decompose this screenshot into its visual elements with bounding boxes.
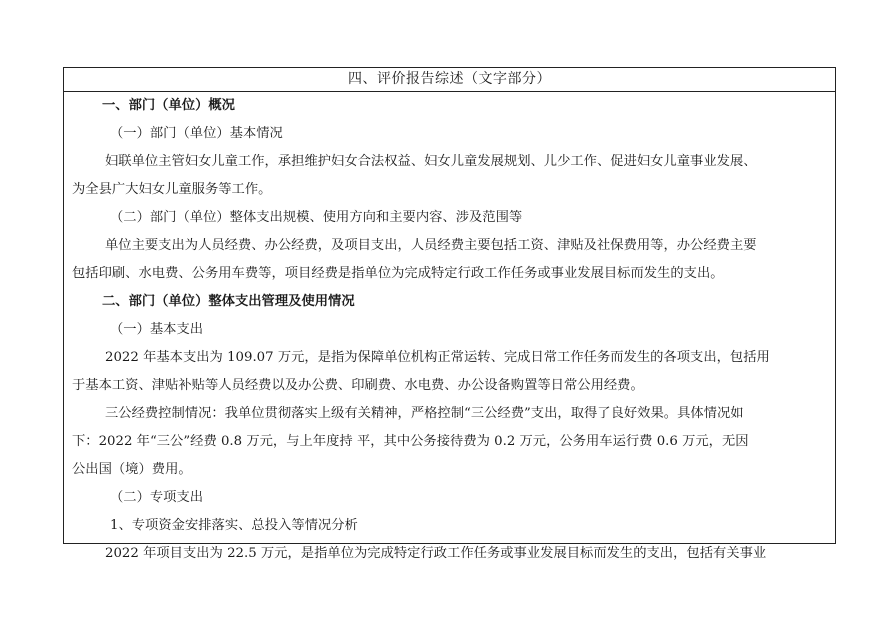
section-title: 四、评价报告综述（文字部分） xyxy=(64,68,835,92)
report-body xyxy=(64,92,835,568)
heading-overview: 一、部门（单位）概况 xyxy=(102,98,235,113)
report-table xyxy=(63,67,836,561)
paragraph-line: 单位主要支出为人员经费、办公经费，及项目支出，人员经费主要包括工资、津贴及社保费用等，办公经费主要 xyxy=(105,238,757,253)
subheading-special-expenditure: （二）专项支出 xyxy=(110,490,204,505)
subheading-expenditure-scale: （二）部门（单位）整体支出规模、使用方向和主要内容、涉及范围等 xyxy=(110,210,523,225)
paragraph-line: 2022 年项目支出为 22.5 万元，是指单位为完成特定行政工作任务或事业发展目标而发生的支出，包括有关事业 xyxy=(105,546,767,561)
subheading-fund-analysis: 1、专项资金安排落实、总投入等情况分析 xyxy=(110,518,358,533)
paragraph-line: 包括印刷、水电费、公务用车费等，项目经费是指单位为完成特定行政工作任务或事业发展目标而发生的支出。 xyxy=(72,266,724,281)
paragraph-line: 妇联单位主管妇女儿童工作，承担维护妇女合法权益、妇女儿童发展规划、儿少工作、促进妇女儿童事业发展、 xyxy=(105,154,757,169)
paragraph-line: 下：2022 年“三公”经费 0.8 万元，与上年度持 平，其中公务接待费为 0.2 万元，公务用车运行费 0.6 万元，无因 xyxy=(72,434,749,449)
paragraph-line: 三公经费控制情况：我单位贯彻落实上级有关精神，严格控制“三公经费”支出，取得了良好效果。具体情况如 xyxy=(105,406,744,421)
subheading-basic-expenditure: （一）基本支出 xyxy=(110,322,204,337)
paragraph-line: 于基本工资、津贴补贴等人员经费以及办公费、印刷费、水电费、办公设备购置等日常公用经费。 xyxy=(72,378,644,393)
paragraph-line: 公出国（境）费用。 xyxy=(72,462,192,477)
paragraph-line: 2022 年基本支出为 109.07 万元，是指为保障单位机构正常运转、完成日常工作任务而发生的各项支出，包括用 xyxy=(105,350,770,365)
subheading-basic-info: （一）部门（单位）基本情况 xyxy=(110,126,283,141)
heading-expenditure-management: 二、部门（单位）整体支出管理及使用情况 xyxy=(102,294,355,309)
paragraph-line: 为全县广大妇女儿童服务等工作。 xyxy=(72,182,272,197)
